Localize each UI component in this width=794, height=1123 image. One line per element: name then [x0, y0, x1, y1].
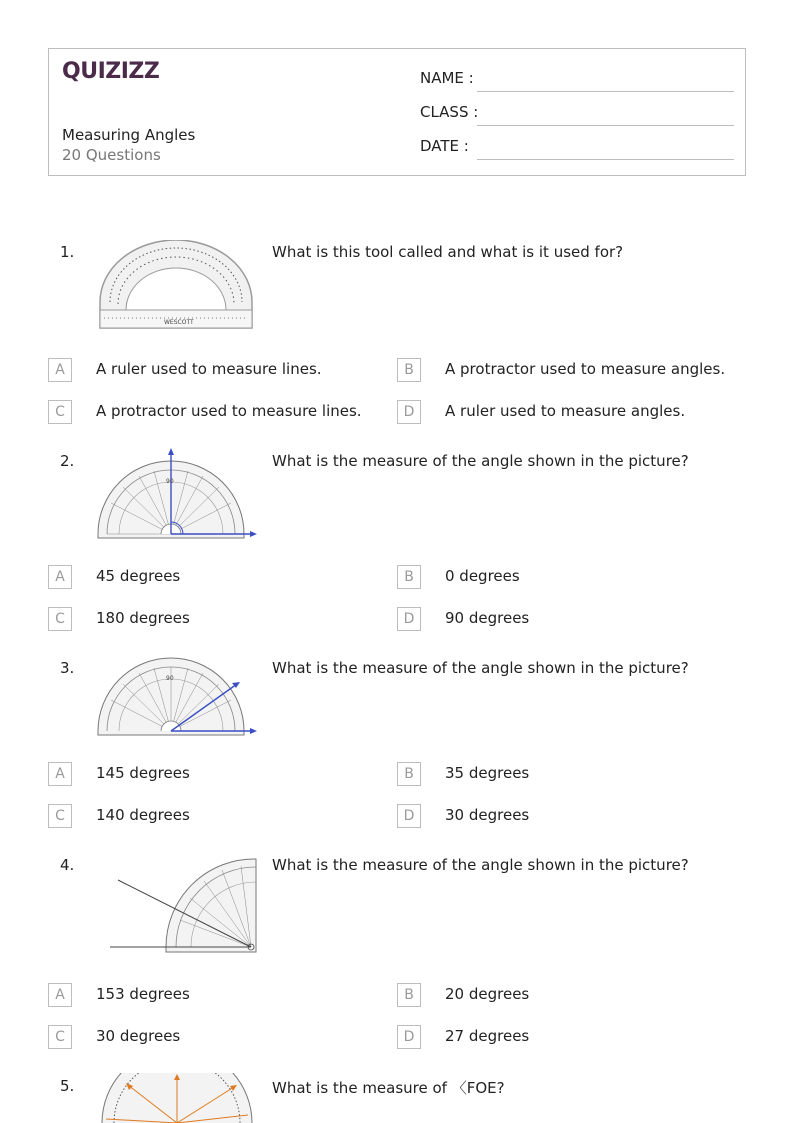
option-letter: D — [397, 804, 421, 828]
svg-text:WESCOTT: WESCOTT — [164, 319, 194, 326]
option-letter: A — [48, 565, 72, 589]
option-d[interactable] — [397, 400, 737, 424]
question-text: What is the measure of the angle shown in the picture? — [272, 659, 689, 677]
option-c[interactable] — [48, 400, 378, 424]
option-letter: A — [48, 983, 72, 1007]
protractor-photo-image — [96, 240, 256, 339]
option-b[interactable] — [397, 358, 737, 382]
option-a[interactable] — [48, 565, 378, 589]
option-letter: A — [48, 762, 72, 786]
option-letter: B — [397, 358, 421, 382]
option-text: 0 degrees — [445, 567, 520, 585]
option-letter: B — [397, 565, 421, 589]
option-text: A protractor used to measure angles. — [445, 360, 726, 378]
option-letter: A — [48, 358, 72, 382]
question-text: What is the measure of 〈FOE? — [272, 1079, 505, 1097]
option-b[interactable] — [397, 983, 737, 1007]
question-text: What is the measure of the angle shown in the picture? — [272, 856, 689, 874]
option-letter: B — [397, 762, 421, 786]
option-text: 153 degrees — [96, 985, 190, 1003]
question-number: 1. — [60, 243, 75, 261]
question-number: 4. — [60, 856, 75, 874]
option-d[interactable] — [397, 1025, 737, 1049]
option-text: 30 degrees — [445, 806, 530, 824]
class-line[interactable] — [477, 125, 734, 126]
option-d[interactable] — [397, 607, 737, 631]
question-text: What is the measure of the angle shown in the picture? — [272, 452, 689, 470]
name-label: NAME : — [420, 69, 474, 87]
date-field[interactable] — [420, 137, 734, 157]
svg-text:90: 90 — [166, 478, 174, 485]
question-number: 2. — [60, 452, 75, 470]
option-letter: C — [48, 1025, 72, 1049]
worksheet-title: Measuring Angles — [62, 126, 196, 144]
option-text: A ruler used to measure lines. — [96, 360, 322, 378]
protractor-90-angle-image — [96, 448, 258, 547]
name-line[interactable] — [477, 91, 734, 92]
option-a[interactable] — [48, 762, 378, 786]
protractor-partial-angle-image — [96, 852, 258, 961]
option-c[interactable] — [48, 804, 378, 828]
option-text: 20 degrees — [445, 985, 530, 1003]
option-text: 145 degrees — [96, 764, 190, 782]
date-label: DATE : — [420, 137, 469, 155]
option-letter: C — [48, 804, 72, 828]
option-text: 140 degrees — [96, 806, 190, 824]
class-field[interactable] — [420, 103, 734, 123]
class-label: CLASS : — [420, 103, 479, 121]
option-a[interactable] — [48, 358, 378, 382]
option-text: A protractor used to measure lines. — [96, 402, 362, 420]
option-text: 45 degrees — [96, 567, 181, 585]
option-b[interactable] — [397, 565, 737, 589]
option-text: 35 degrees — [445, 764, 530, 782]
worksheet-header — [48, 48, 746, 176]
option-letter: D — [397, 607, 421, 631]
svg-text:90: 90 — [166, 675, 174, 682]
option-c[interactable] — [48, 607, 378, 631]
option-b[interactable] — [397, 762, 737, 786]
protractor-rays-image — [96, 1073, 258, 1123]
option-letter: C — [48, 607, 72, 631]
option-a[interactable] — [48, 983, 378, 1007]
question-text: What is this tool called and what is it used for? — [272, 243, 624, 261]
name-field[interactable] — [420, 69, 734, 89]
date-line[interactable] — [477, 159, 734, 160]
option-c[interactable] — [48, 1025, 378, 1049]
option-letter: D — [397, 1025, 421, 1049]
question-count: 20 Questions — [62, 146, 161, 164]
option-text: A ruler used to measure angles. — [445, 402, 686, 420]
quizizz-logo: QUIZIZZ — [62, 59, 160, 84]
option-d[interactable] — [397, 804, 737, 828]
question-number: 5. — [60, 1077, 75, 1095]
option-letter: C — [48, 400, 72, 424]
option-text: 180 degrees — [96, 609, 190, 627]
option-letter: B — [397, 983, 421, 1007]
option-text: 90 degrees — [445, 609, 530, 627]
protractor-35-angle-image — [96, 655, 258, 744]
option-text: 30 degrees — [96, 1027, 181, 1045]
option-letter: D — [397, 400, 421, 424]
question-number: 3. — [60, 659, 75, 677]
option-text: 27 degrees — [445, 1027, 530, 1045]
